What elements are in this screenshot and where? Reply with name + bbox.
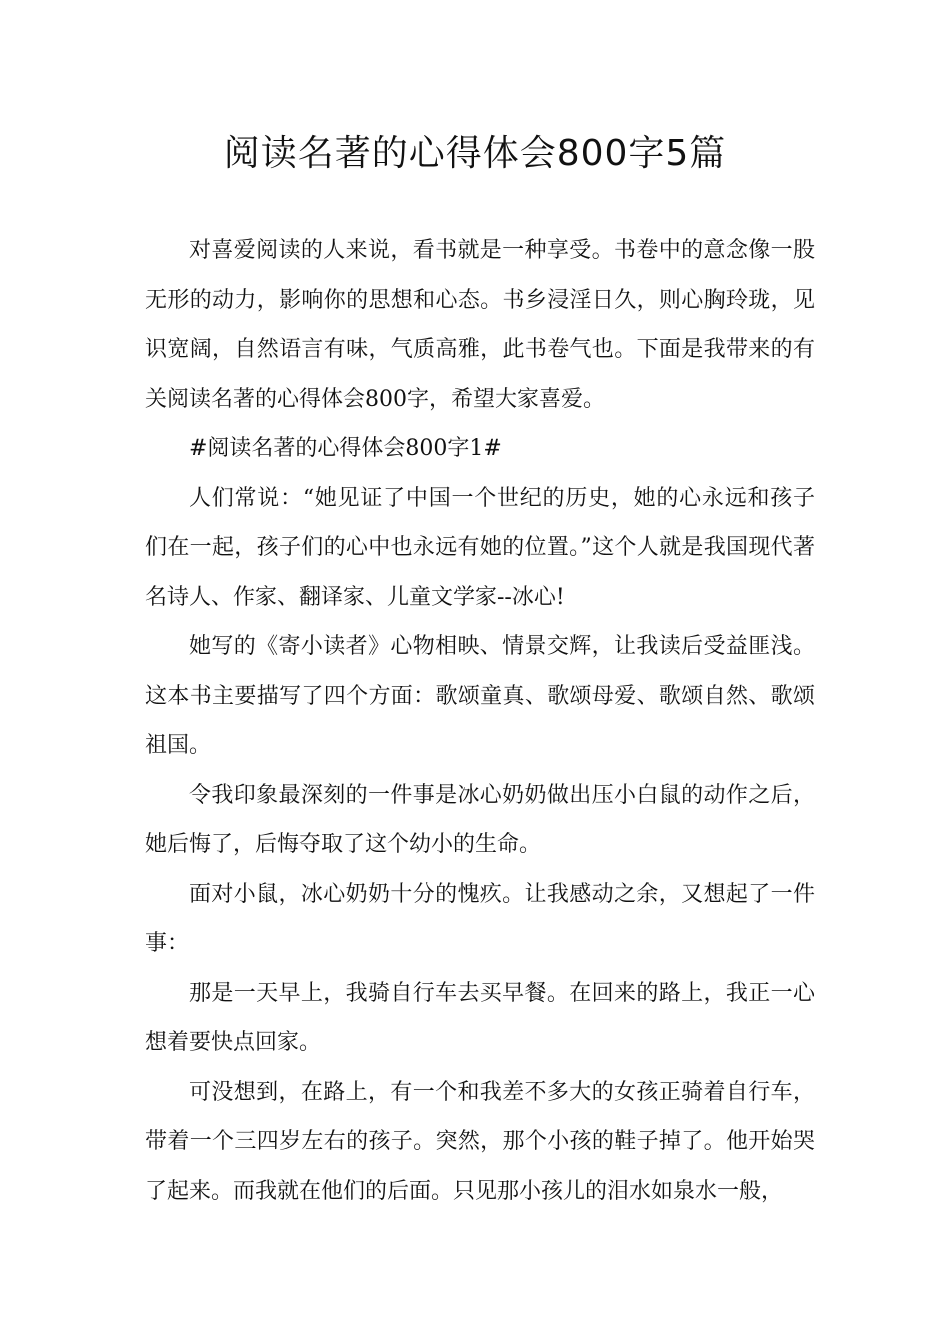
body-paragraph: 人们常说：“她见证了中国一个世纪的历史，她的心永远和孩子们在一起，孩子们的心中也永远有她的位置。”这个人就是我国现代著名诗人、作家、翻译家、儿童文学家--冰心! xyxy=(145,485,815,610)
body-paragraph: 那是一天早上，我骑自行车去买早餐。在回来的路上，我正一心想着要快点回家。 xyxy=(145,980,815,1055)
body-paragraph: 面对小鼠，冰心奶奶十分的愧疚。让我感动之余，又想起了一件事： xyxy=(145,881,815,956)
body-paragraph: 令我印象最深刻的一件事是冰心奶奶做出压小白鼠的动作之后，她后悔了，后悔夺取了这个幼小的生命。 xyxy=(145,782,815,857)
document-body xyxy=(145,226,815,1216)
document-title: 阅读名著的心得体会800字5篇 xyxy=(223,133,727,174)
section-heading: #阅读名著的心得体会800字1# xyxy=(189,436,502,461)
body-paragraph: 可没想到，在路上，有一个和我差不多大的女孩正骑着自行车，带着一个三四岁左右的孩子。突然，那个小孩的鞋子掉了。他开始哭了起来。而我就在他们的后面。只见那小孩儿的泪水如泉水一般， xyxy=(145,1079,815,1204)
body-paragraph: 她写的《寄小读者》心物相映、情景交辉，让我读后受益匪浅。这本书主要描写了四个方面：歌颂童真、歌颂母爱、歌颂自然、歌颂祖国。 xyxy=(145,634,815,758)
intro-paragraph: 对喜爱阅读的人来说，看书就是一种享受。书卷中的意念像一股无形的动力，影响你的思想和心态。书乡浸淫日久，则心胸玲珑，见识宽阔，自然语言有味，气质高雅，此书卷气也。下面是我带来的有关阅读名著的心得体会800字，希望大家喜爱。 xyxy=(145,238,815,412)
